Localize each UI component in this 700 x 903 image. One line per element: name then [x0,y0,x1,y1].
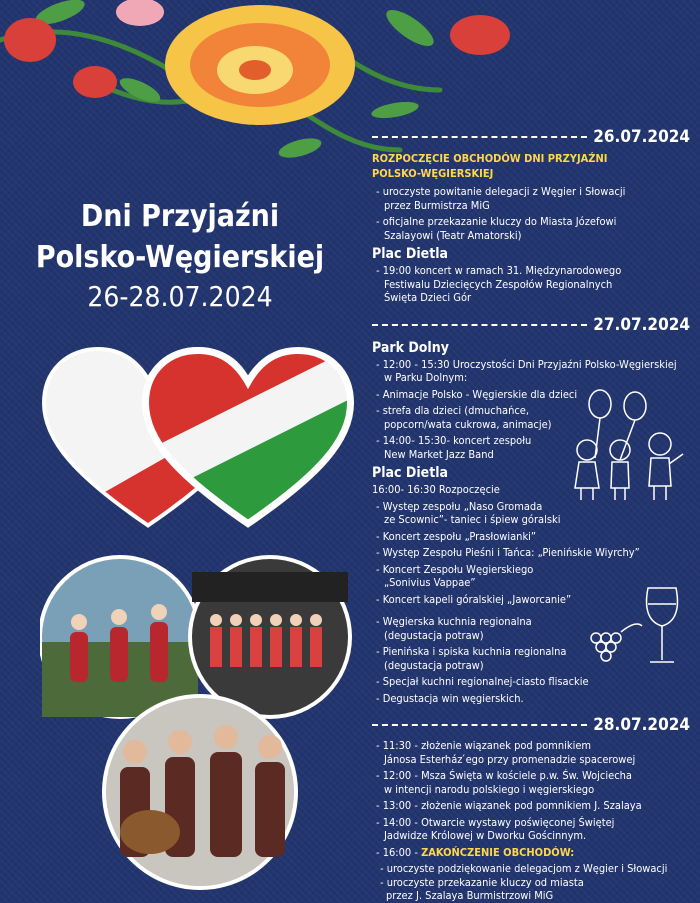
closing-highlight: ZAKOŃCZENIE OBCHODÓW: [421,845,575,859]
day-date: 28.07.2024 [593,715,690,735]
list-item: - Koncert zespołu „Prasłowianki” [376,529,537,543]
list-item: - 14:00 - Otwarcie wystawy poświęconej Świętej Jadwidze Królowej w Dworku Gościnnym. [376,815,615,842]
event-dates: 26-28.07.2024 [87,280,273,313]
list-item: - Koncert kapeli góralskiej „Jaworcanie” [376,592,572,606]
venue-heading: Park Dolny [372,339,449,356]
opening-heading-line1: ROZPOCZĘCIE OBCHODÓW DNI PRZYJAŹNI [372,152,608,165]
hearts-flags-icon [38,345,358,530]
venue-heading: Plac Dietla [372,465,449,481]
dashed-divider [372,136,587,138]
day-header-28 [372,714,690,736]
children-balloons-icon [565,388,690,503]
list-item: - Koncert Zespołu Węgierskiego „Sonivius Vappae” [376,562,534,589]
closing-item: - 16:00 - ZAKOŃCZENIE OBCHODÓW: [376,845,575,859]
list-item: - Pienińska i spiska kuchnia regionalna (degustacja potraw) [376,645,567,672]
list-item: - strefa dla dzieci (dmuchańce, popcorn/wata cukrowa, animacje) [376,404,552,431]
list-item: - 19:00 koncert w ramach 31. Międzynarodowego Festiwalu Dziecięcych Zespołów Regionalnych Święta Dzieci Gór [376,264,622,304]
day-date: 26.07.2024 [593,127,690,147]
list-item: - 11:30 - złożenie wiązanek pod pomnikiem Jánosa Esterház ́ego przy promenadzie spacerowej [376,739,636,766]
photo-folk-dancers [40,555,202,719]
start-time: 16:00- 16:30 Rozpoczęcie [372,483,500,496]
list-item: - Występ zespołu „Naso Gromada ze Scownic”- taniec i śpiew góralski [376,499,561,526]
list-item: - Animacje Polsko - Węgierskie dla dzieci [376,387,578,401]
list-item: - Specjał kuchni regionalnej-ciasto flisackie [376,675,589,688]
photo-children-stage [188,555,352,719]
dashed-divider [372,324,587,326]
list-item: - Węgierska kuchnia regionalna (degustacja potraw) [376,615,532,642]
list-item: - Występ Zespołu Pieśni i Tańca: „Pienińskie Wiyrchy” [376,546,640,559]
list-item: - uroczyste przekazanie kluczy od miasta przez J. Szalaya Burmistrzowi MiG [380,875,584,902]
photo-hungarian-band [102,694,298,890]
title-block [0,196,360,316]
list-item: - uroczyste powitanie delegacji z Węgier i Słowacji przez Burmistrza MiG [376,185,626,212]
event-title-line1: Dni Przyjaźni [80,199,280,234]
program-column [372,126,690,903]
day-header-26 [372,126,690,148]
day-header-27 [372,314,690,336]
list-item: - 12:00 - 15:30 Uroczystości Dni Przyjaźni Polsko-Węgierskiej w Parku Dolnym: [376,357,677,384]
venue-heading: Plac Dietla [372,246,449,262]
list-item: - 12:00 - Msza Święta w kościele p.w. Św. Wojciecha w intencji narodu polskiego i węgierskiego [376,769,632,796]
wine-glass-icon [576,582,690,670]
list-item: - 14:00- 15:30- koncert zespołu New Market Jazz Band [376,434,532,461]
photo-collage [40,552,360,892]
list-item: - Degustacja win węgierskich. [376,691,524,705]
dashed-divider [372,724,587,726]
list-item: - uroczyste podziękowanie delegacjom z Węgier i Słowacji [380,862,668,875]
event-title-line2: Polsko-Węgierskiej [35,240,325,275]
day-date: 27.07.2024 [593,314,690,335]
list-item: - 13:00 - złożenie wiązanek pod pomnikiem J. Szalaya [376,799,642,812]
list-item: - oficjalne przekazanie kluczy do Miasta Józefowi Szalayowi (Teatr Amatorski) [376,215,617,242]
opening-heading-line2: POLSKO-WĘGIERSKIEJ [372,167,494,180]
